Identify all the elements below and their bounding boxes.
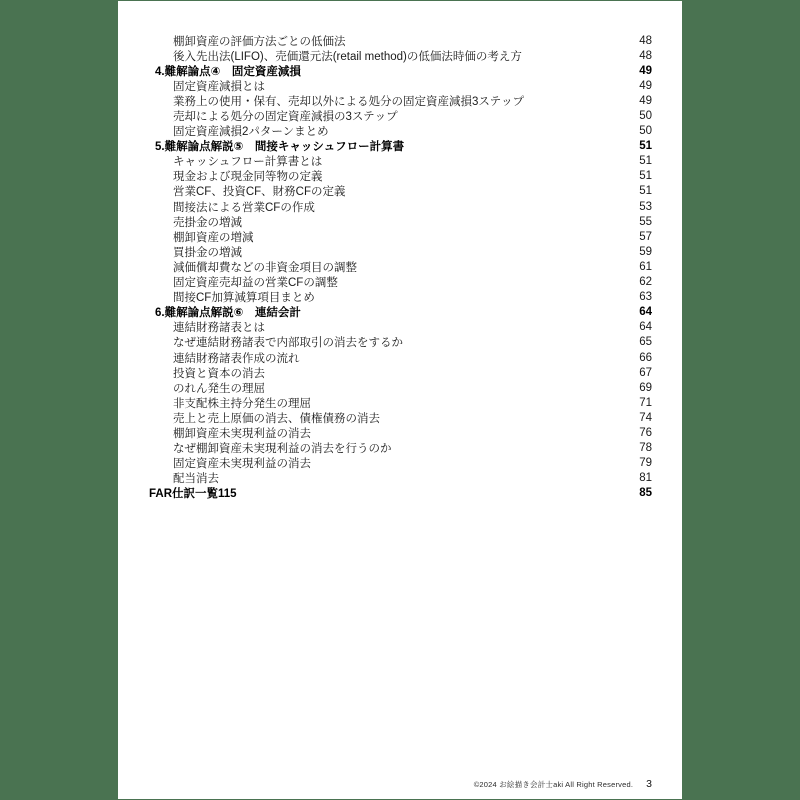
- toc-entry: [118, 290, 682, 305]
- toc-entry-page: 66: [639, 351, 652, 364]
- toc-entry: [118, 154, 682, 169]
- toc-entry-page: 49: [639, 94, 652, 107]
- toc-entry: [118, 184, 682, 199]
- toc-entry-page: 64: [639, 306, 652, 319]
- toc-entry-title: キャッシュフロー計算書とは: [173, 156, 323, 169]
- toc-entry: [118, 108, 682, 123]
- toc-entry: [118, 244, 682, 259]
- toc-entry: [118, 350, 682, 365]
- toc-entry: [118, 78, 682, 93]
- toc-entry-title: 固定資産減損2パターンまとめ: [173, 126, 329, 139]
- toc-entry-title: 投資と資本の消去: [173, 367, 265, 380]
- toc-entry-title: 売上と売上原価の消去、債権債務の消去: [173, 412, 380, 425]
- toc-entry: [118, 63, 682, 78]
- toc-entry: [118, 259, 682, 274]
- toc-entry-title: 配当消去: [173, 473, 219, 486]
- table-of-contents: [118, 33, 682, 501]
- toc-entry: [118, 93, 682, 108]
- toc-entry-title: 営業CF、投資CF、財務CFの定義: [173, 186, 346, 199]
- toc-entry-page: 48: [639, 49, 652, 62]
- page-number: 3: [646, 778, 652, 790]
- toc-entry-title: 後入先出法(LIFO)、売価還元法(retail method)の低価法時価の考え方: [173, 50, 522, 63]
- toc-entry-page: 48: [639, 34, 652, 47]
- toc-entry-page: 63: [639, 291, 652, 304]
- toc-entry: [118, 199, 682, 214]
- toc-entry-page: 78: [639, 442, 652, 455]
- toc-entry-page: 67: [639, 366, 652, 379]
- toc-entry-page: 49: [639, 64, 652, 77]
- toc-entry-page: 81: [639, 472, 652, 485]
- copyright-text: ©2024 お絵描き会計士aki All Right Reserved.: [473, 780, 634, 789]
- toc-entry-page: 85: [639, 487, 652, 500]
- toc-entry-title: 棚卸資産未実現利益の消去: [173, 427, 311, 440]
- toc-entry: [118, 320, 682, 335]
- toc-entry: [118, 139, 682, 154]
- toc-entry: [118, 456, 682, 471]
- toc-entry: [118, 365, 682, 380]
- toc-entry-title: 買掛金の増減: [173, 246, 242, 259]
- toc-entry-page: 51: [639, 185, 652, 198]
- toc-entry-page: 61: [639, 260, 652, 273]
- toc-entry: [118, 305, 682, 320]
- toc-entry-title: なぜ棚卸資産未実現利益の消去を行うのか: [173, 443, 392, 456]
- toc-entry-page: 51: [639, 140, 652, 153]
- toc-entry-page: 51: [639, 170, 652, 183]
- toc-entry-title: 減価償却費などの非資金項目の調整: [173, 261, 357, 274]
- toc-entry-title: 固定資産売却益の営業CFの調整: [173, 277, 338, 290]
- toc-entry-page: 59: [639, 245, 652, 258]
- page-footer: [118, 778, 682, 790]
- toc-entry: [118, 486, 682, 501]
- toc-entry-page: 50: [639, 110, 652, 123]
- toc-entry-title: 固定資産未実現利益の消去: [173, 458, 311, 471]
- toc-entry-page: 53: [639, 200, 652, 213]
- toc-entry-title: 業務上の使用・保有、売却以外による処分の固定資産減損3ステップ: [173, 95, 525, 108]
- toc-entry-page: 62: [639, 276, 652, 289]
- toc-entry-page: 65: [639, 336, 652, 349]
- toc-entry: [118, 229, 682, 244]
- toc-entry-title: 棚卸資産の増減: [173, 231, 254, 244]
- toc-entry-title: 現金および現金同等物の定義: [173, 171, 323, 184]
- toc-entry-title: 売掛金の増減: [173, 216, 242, 229]
- document-page: [118, 1, 682, 799]
- toc-entry-page: 74: [639, 411, 652, 424]
- toc-entry-page: 71: [639, 396, 652, 409]
- toc-entry-page: 51: [639, 155, 652, 168]
- toc-entry-title: 6.難解論点解説⑥ 連結会計: [155, 307, 301, 320]
- toc-entry: [118, 214, 682, 229]
- toc-entry: [118, 441, 682, 456]
- toc-entry-title: 棚卸資産の評価方法ごとの低価法: [173, 35, 346, 48]
- toc-entry-page: 49: [639, 79, 652, 92]
- toc-entry-page: 69: [639, 381, 652, 394]
- toc-entry-page: 64: [639, 321, 652, 334]
- toc-entry: [118, 425, 682, 440]
- toc-entry: [118, 48, 682, 63]
- toc-entry: [118, 335, 682, 350]
- toc-entry-title: FAR仕訳一覧115: [149, 488, 237, 501]
- toc-entry: [118, 410, 682, 425]
- toc-entry: [118, 275, 682, 290]
- toc-entry-title: 5.難解論点解説⑤ 間接キャッシュフロー計算書: [155, 141, 405, 154]
- toc-entry-title: 売却による処分の固定資産減損の3ステップ: [173, 111, 398, 124]
- toc-entry-page: 55: [639, 215, 652, 228]
- toc-entry-title: 固定資産減損とは: [173, 80, 265, 93]
- toc-entry: [118, 380, 682, 395]
- toc-entry-page: 50: [639, 125, 652, 138]
- toc-entry-page: 76: [639, 426, 652, 439]
- toc-entry-title: のれん発生の理屈: [173, 382, 265, 395]
- toc-entry-title: なぜ連結財務諸表で内部取引の消去をするか: [173, 337, 403, 350]
- toc-entry-title: 連結財務諸表とは: [173, 322, 265, 335]
- toc-entry: [118, 395, 682, 410]
- toc-entry-page: 79: [639, 457, 652, 470]
- toc-entry-title: 4.難解論点④ 固定資産減損: [155, 65, 301, 78]
- toc-entry-title: 間接法による営業CFの作成: [173, 201, 315, 214]
- toc-entry: [118, 124, 682, 139]
- toc-entry: [118, 33, 682, 48]
- toc-entry-title: 非支配株主持分発生の理屈: [173, 397, 311, 410]
- toc-entry-page: 57: [639, 230, 652, 243]
- toc-entry-title: 間接CF加算減算項目まとめ: [173, 292, 315, 305]
- toc-entry: [118, 169, 682, 184]
- toc-entry: [118, 471, 682, 486]
- toc-entry-title: 連結財務諸表作成の流れ: [173, 352, 300, 365]
